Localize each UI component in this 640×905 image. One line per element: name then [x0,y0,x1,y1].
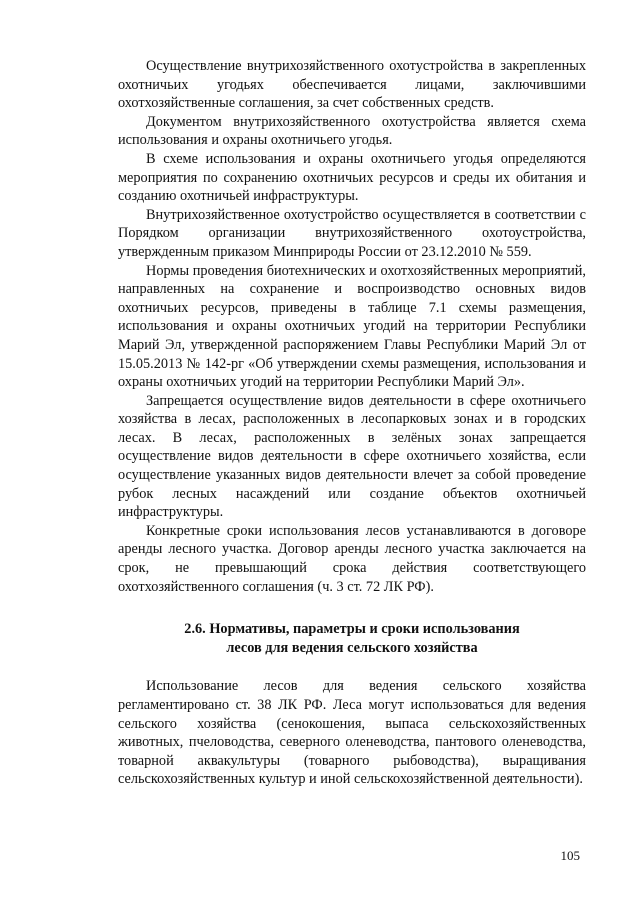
page-body [118,57,586,789]
paragraph-prohibited-activities: Запрещается осуществление видов деятельности в сфере охотничьего хозяйства в лесах, расположенных в лесопарковых зонах и в городских лесах. В лесах, расположенных в зелёных зонах запрещается осуществление видов деятельности в сфере охотничьего хозяйства, если осуществление указанных видов деятельности влечет за собой проведение рубок лесных насаждений или создание объектов охотничьей инфраструктуры. [118,392,586,521]
paragraph-agriculture-use: Использование лесов для ведения сельского хозяйства регламентировано ст. 38 ЛК РФ. Леса могут использоваться для ведения сельского хозяйства (сенокошения, выпаса сельскохозяйственных животных, пчеловодства, северного оленеводства, пантового оленеводства, товарной аквакультуры (товарного рыбоводства), выращивания сельскохозяйственных культур и иной сельскохозяйственной деятельности). [118,678,586,788]
paragraph-biotechnical-norms: Нормы проведения биотехнических и охотхозяйственных мероприятий, направленных на сохранение и воспроизводство основных видов охотничьих ресурсов, приведены в таблице 7.1 схемы размещения, использования и охраны охотничьих угодий на территории Республики Марий Эл, утвержденной распоряжением Главы Республики Марий Эл от 15.05.2013 № 142-рг «Об утверждении схемы размещения, использования и охраны охотничьих угодий на территории Республики Марий Эл». [118,262,586,391]
paragraph-arrangement-document: Документом внутрихозяйственного охотустройства является схема использования и охраны охотничьего угодья. [118,113,586,149]
paragraph-lease-terms: Конкретные сроки использования лесов устанавливаются в договоре аренды лесного участка. Договор аренды лесного участка заключается на срок, не превышающий срока действия соответствующего охотхозяйственного соглашения (ч. 3 ст. 72 ЛК РФ). [118,522,586,595]
paragraph-hunting-arrangement-funding: Осуществление внутрихозяйственного охотустройства в закрепленных охотничьих угодьях обеспечивается лицами, заключившими охотхозяйственные соглашения, за счет собственных средств. [118,58,586,112]
page-number: 105 [560,848,580,863]
section-heading-line-2: лесов для ведения сельского хозяйства [226,639,478,656]
section-heading-line-1: 2.6. Нормативы, параметры и сроки использования [184,621,520,638]
section-heading [118,620,586,657]
paragraph-arrangement-order: Внутрихозяйственное охотустройство осуществляется в соответствии с Порядком организации внутрихозяйственного охотоустройства, утвержденным приказом Минприроды России от 23.12.2010 № 559. [118,206,586,260]
paragraph-scheme-measures: В схеме использования и охраны охотничьего угодья определяются мероприятия по сохранению охотничьих ресурсов и среды их обитания и созданию охотничьей инфраструктуры. [118,150,586,205]
